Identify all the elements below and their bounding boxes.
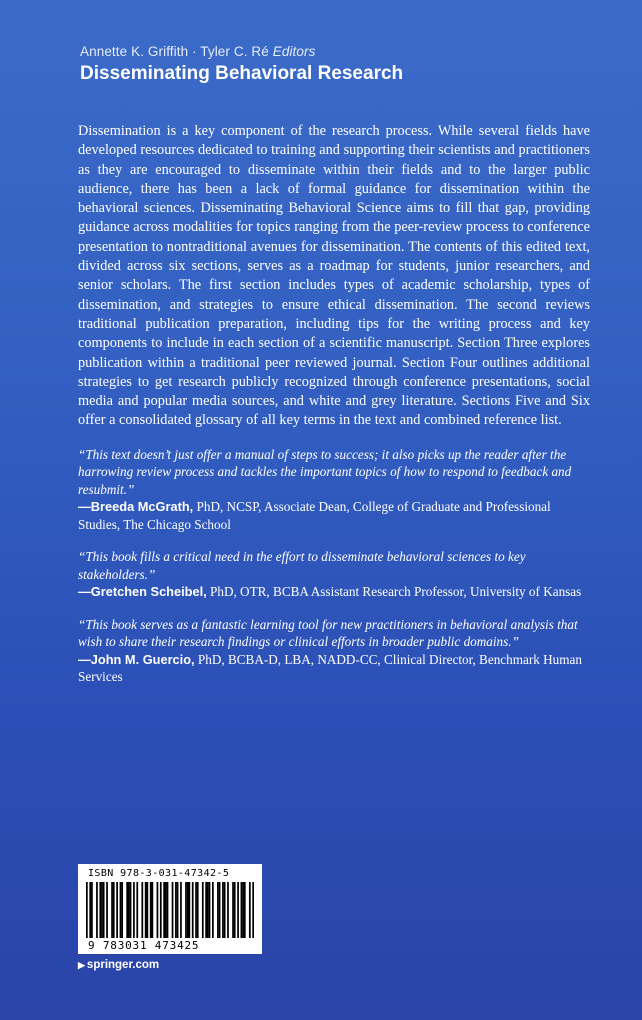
- barcode-bar: [195, 882, 197, 938]
- barcode-bar: [177, 882, 179, 938]
- cover-header: [80, 44, 403, 85]
- endorser-name: —Breeda McGrath,: [78, 499, 194, 515]
- barcode-bar: [202, 882, 204, 938]
- arrow-icon: ▶: [78, 960, 85, 970]
- endorser-credentials: PhD, NCSP, Associate Dean, College of Graduate and Professional Studies, The Chicago School: [78, 499, 551, 532]
- ean-number: 9 783031 473425: [88, 939, 200, 952]
- barcode-bar: [141, 882, 143, 938]
- barcode-bar: [128, 882, 130, 938]
- endorser-credentials: PhD, BCBA-D, LBA, NADD-CC, Clinical Director, Benchmark Human Services: [78, 651, 582, 685]
- barcode-bar: [197, 882, 199, 938]
- endorsement: [78, 548, 590, 601]
- barcode-box: [78, 864, 262, 954]
- barcode-bar: [175, 882, 177, 938]
- barcode-bar: [136, 882, 138, 938]
- barcode-bar: [113, 882, 115, 938]
- barcode-bar: [237, 882, 239, 938]
- endorsement-quote: “This book serves as a fantastic learning tool for new practitioners in behavioral analysis that wish to share their research findings or clinical efforts in broader public domains.”: [78, 616, 578, 650]
- barcode-bar: [111, 882, 113, 938]
- barcode-bar: [89, 882, 91, 938]
- editors-role: Editors: [272, 44, 316, 59]
- endorser-name: —John M. Guercio,: [78, 651, 195, 667]
- barcode-image: [86, 882, 254, 938]
- editors-line: [80, 44, 403, 59]
- barcode-bar: [152, 882, 154, 938]
- barcode-bar: [130, 882, 132, 938]
- barcode-bar: [232, 882, 234, 938]
- endorsement: [78, 446, 590, 534]
- barcode-bar: [187, 882, 189, 938]
- barcode-bar: [185, 882, 187, 938]
- barcode-bar: [249, 882, 251, 938]
- barcode-bar: [227, 882, 229, 938]
- barcode-bar: [188, 882, 190, 938]
- barcode-bar: [209, 882, 211, 938]
- barcode-bar: [241, 882, 243, 938]
- barcode-bar: [133, 882, 135, 938]
- barcode-bar: [120, 882, 122, 938]
- barcode-bar: [207, 882, 209, 938]
- publisher-link[interactable]: [78, 959, 159, 971]
- barcode-bar: [172, 882, 174, 938]
- barcode-bar: [242, 882, 244, 938]
- publisher-url: springer.com: [86, 959, 160, 971]
- barcode-bar: [106, 882, 108, 938]
- barcode-bar: [96, 882, 98, 938]
- isbn-number: ISBN 978-3-031-47342-5: [88, 868, 230, 879]
- barcode-bar: [252, 882, 254, 938]
- endorsement-quote: “This text doesn’t just offer a manual of steps to success; it also picks up the reader after the harrowing review process and tackles the important topics of how to respond to feedback and resubmit.”: [78, 446, 572, 497]
- barcode-bar: [234, 882, 236, 938]
- barcode-bar: [224, 882, 226, 938]
- barcode-bar: [212, 882, 214, 938]
- back-cover-body: [78, 122, 590, 686]
- barcode-bar: [244, 882, 246, 938]
- editors-names: Annette K. Griffith · Tyler C. Ré: [80, 44, 269, 59]
- endorser-credentials: PhD, OTR, BCBA Assistant Research Professor, University of Kansas: [206, 584, 582, 600]
- barcode-bar: [205, 882, 207, 938]
- barcode-bar: [192, 882, 194, 938]
- endorsement-quote: “This book fills a critical need in the effort to disseminate behavioral sciences to key stakeholders.”: [78, 549, 526, 582]
- barcode-bar: [157, 882, 159, 938]
- barcode-bar: [103, 882, 105, 938]
- barcode-bar: [121, 882, 123, 938]
- barcode-bar: [116, 882, 118, 938]
- endorsement: [78, 616, 590, 686]
- barcode-bar: [160, 882, 162, 938]
- barcode-bar: [146, 882, 148, 938]
- barcode-bar: [145, 882, 147, 938]
- barcode-bar: [163, 882, 165, 938]
- book-description: Dissemination is a key component of the research process. While several fields have developed resources dedicated to training and supporting their scientists and practitioners as they are encouraged to disseminate within their fields and to the larger public audience, there has been a lack of formal guidance for dissemination within the behavioral sciences. Disseminating Behavioral Science aims to fill that gap, providing guidance across modalities for topics ranging from the peer-review process to conference presentation to nontraditional avenues for dissemination. The contents of this edited text, divided across six sections, serves as a roadmap for students, junior researchers, and senior scholars. The first section includes types of academic scholarship, types of dissemination, and strategies to ensure ethical dissemination. The second reviews traditional publication preparation, including tips for the writing process and key components to include in each section of a scientific manuscript. Section Three explores publication within a traditional peer reviewed journal. Section Four outlines additional strategies to get research publicly recognized through conference presentations, social media and popular media sources, and white and grey literature. Sections Five and Six offer a consolidated glossary of all key terms in the text and combined reference list.: [78, 123, 590, 429]
- barcode-bar: [101, 882, 103, 938]
- barcode-bar: [222, 882, 224, 938]
- barcode-bar: [126, 882, 128, 938]
- barcode-bar: [99, 882, 101, 938]
- endorser-name: —Gretchen Scheibel,: [78, 584, 207, 600]
- barcode-bar: [180, 882, 182, 938]
- book-title: Disseminating Behavioral Research: [80, 63, 404, 84]
- barcode-bar: [217, 882, 219, 938]
- barcode-bar: [86, 882, 88, 938]
- barcode-bar: [167, 882, 169, 938]
- barcode-bar: [150, 882, 152, 938]
- barcode-bar: [91, 882, 93, 938]
- barcode-bar: [219, 882, 221, 938]
- barcode-bar: [165, 882, 167, 938]
